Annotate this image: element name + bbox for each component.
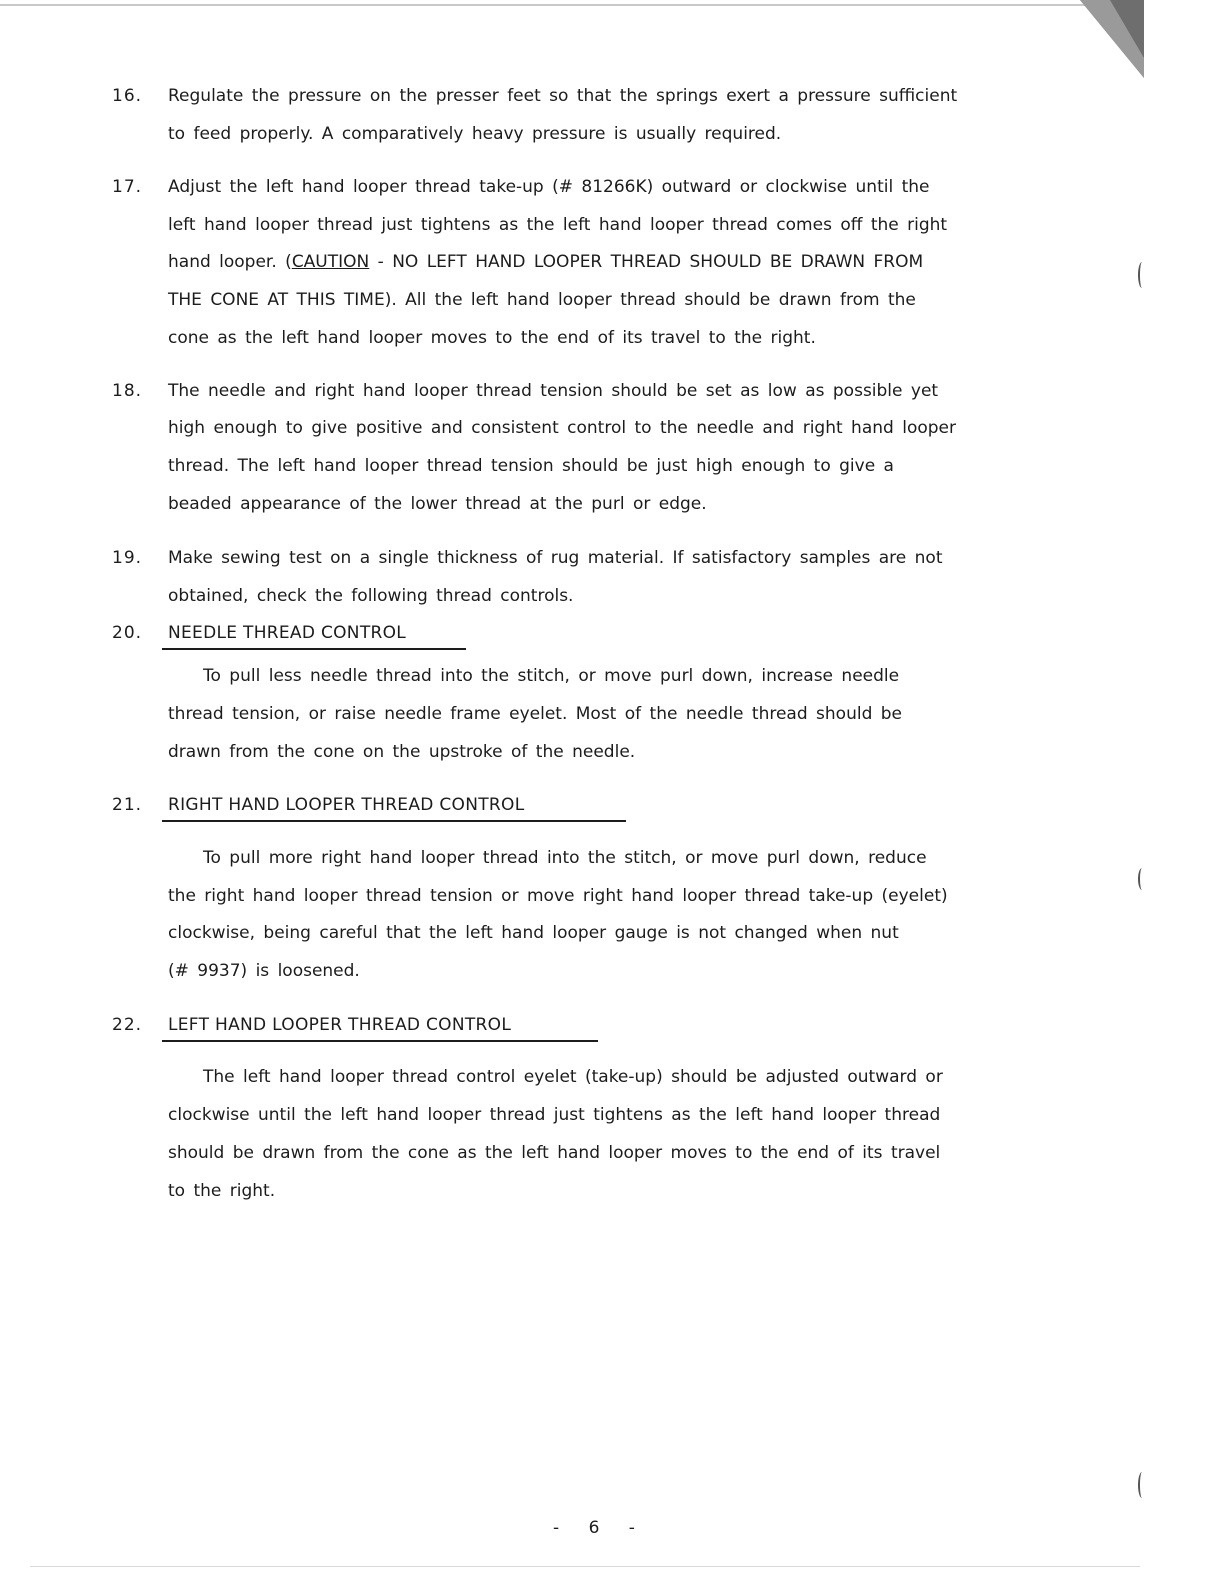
caution-word: CAUTION — [291, 252, 370, 272]
item-17-line-5: cone as the left hand looper moves to the end of its travel to the right. — [168, 328, 816, 348]
item-22-line-3: should be drawn from the cone as the left hand looper moves to the end of its travel — [168, 1143, 941, 1163]
item-17-line-3-post: - NO LEFT HAND LOOPER THREAD SHOULD BE DRAWN FROM — [369, 252, 924, 272]
item-18-number: 18. — [112, 381, 143, 401]
item-19-number: 19. — [112, 548, 143, 568]
item-21-line-4: (# 9937) is loosened. — [168, 961, 360, 981]
item-18-line-2: high enough to give positive and consistent control to the needle and right hand looper — [168, 418, 956, 438]
item-22-line-4: to the right. — [168, 1181, 276, 1201]
item-16-line-2: to feed properly. A comparatively heavy pressure is usually required. — [168, 124, 782, 144]
item-18-line-4: beaded appearance of the lower thread at the purl or edge. — [168, 494, 707, 514]
folded-corner-shadow — [1080, 0, 1144, 78]
item-17-line-4: THE CONE AT THIS TIME). All the left hand looper thread should be drawn from the — [168, 290, 916, 310]
margin-mark — [1138, 262, 1146, 288]
item-18-line-1: The needle and right hand looper thread tension should be set as low as possible yet — [168, 381, 939, 401]
item-21-line-1: To pull more right hand looper thread into the stitch, or move purl down, reduce — [203, 848, 927, 868]
margin-mark — [1138, 868, 1146, 890]
page-number: - 6 - — [553, 1518, 647, 1538]
margin-mark — [1138, 1472, 1146, 1498]
item-17-line-3-pre: hand looper. ( — [168, 252, 292, 272]
heading-underline — [162, 1040, 598, 1042]
item-22-line-2: clockwise until the left hand looper thread just tightens as the left hand looper thread — [168, 1105, 941, 1125]
item-22-line-1: The left hand looper thread control eyelet (take-up) should be adjusted outward or — [203, 1067, 943, 1087]
item-18-line-3: thread. The left hand looper thread tension should be just high enough to give a — [168, 456, 894, 476]
item-20-number: 20. — [112, 623, 143, 643]
item-21-number: 21. — [112, 795, 143, 815]
item-17-line-2: left hand looper thread just tightens as the left hand looper thread comes off the right — [168, 215, 948, 235]
right-hand-looper-heading: RIGHT HAND LOOPER THREAD CONTROL — [168, 795, 525, 815]
item-21-line-2: the right hand looper thread tension or move right hand looper thread take-up (eyelet) — [168, 886, 948, 906]
item-19-line-2: obtained, check the following thread controls. — [168, 586, 574, 606]
item-22-number: 22. — [112, 1015, 143, 1035]
left-hand-looper-heading: LEFT HAND LOOPER THREAD CONTROL — [168, 1015, 512, 1035]
item-20-line-3: drawn from the cone on the upstroke of the needle. — [168, 742, 636, 762]
item-20-line-2: thread tension, or raise needle frame eyelet. Most of the needle thread should be — [168, 704, 903, 724]
item-21-line-3: clockwise, being careful that the left hand looper gauge is not changed when nut — [168, 923, 899, 943]
needle-thread-control-heading: NEEDLE THREAD CONTROL — [168, 623, 407, 643]
heading-underline — [162, 820, 626, 822]
item-16-number: 16. — [112, 86, 143, 106]
top-edge-line — [0, 4, 1090, 6]
bottom-edge-line — [30, 1566, 1140, 1567]
item-17-line-1: Adjust the left hand looper thread take-up (# 81266K) outward or clockwise until the — [168, 177, 930, 197]
item-17-number: 17. — [112, 177, 143, 197]
heading-underline — [162, 648, 466, 650]
item-20-line-1: To pull less needle thread into the stitch, or move purl down, increase needle — [203, 666, 900, 686]
item-19-line-1: Make sewing test on a single thickness of rug material. If satisfactory samples are not — [168, 548, 943, 568]
item-17-line-3 — [168, 252, 923, 272]
item-16-line-1: Regulate the pressure on the presser feet so that the springs exert a pressure sufficient — [168, 86, 958, 106]
